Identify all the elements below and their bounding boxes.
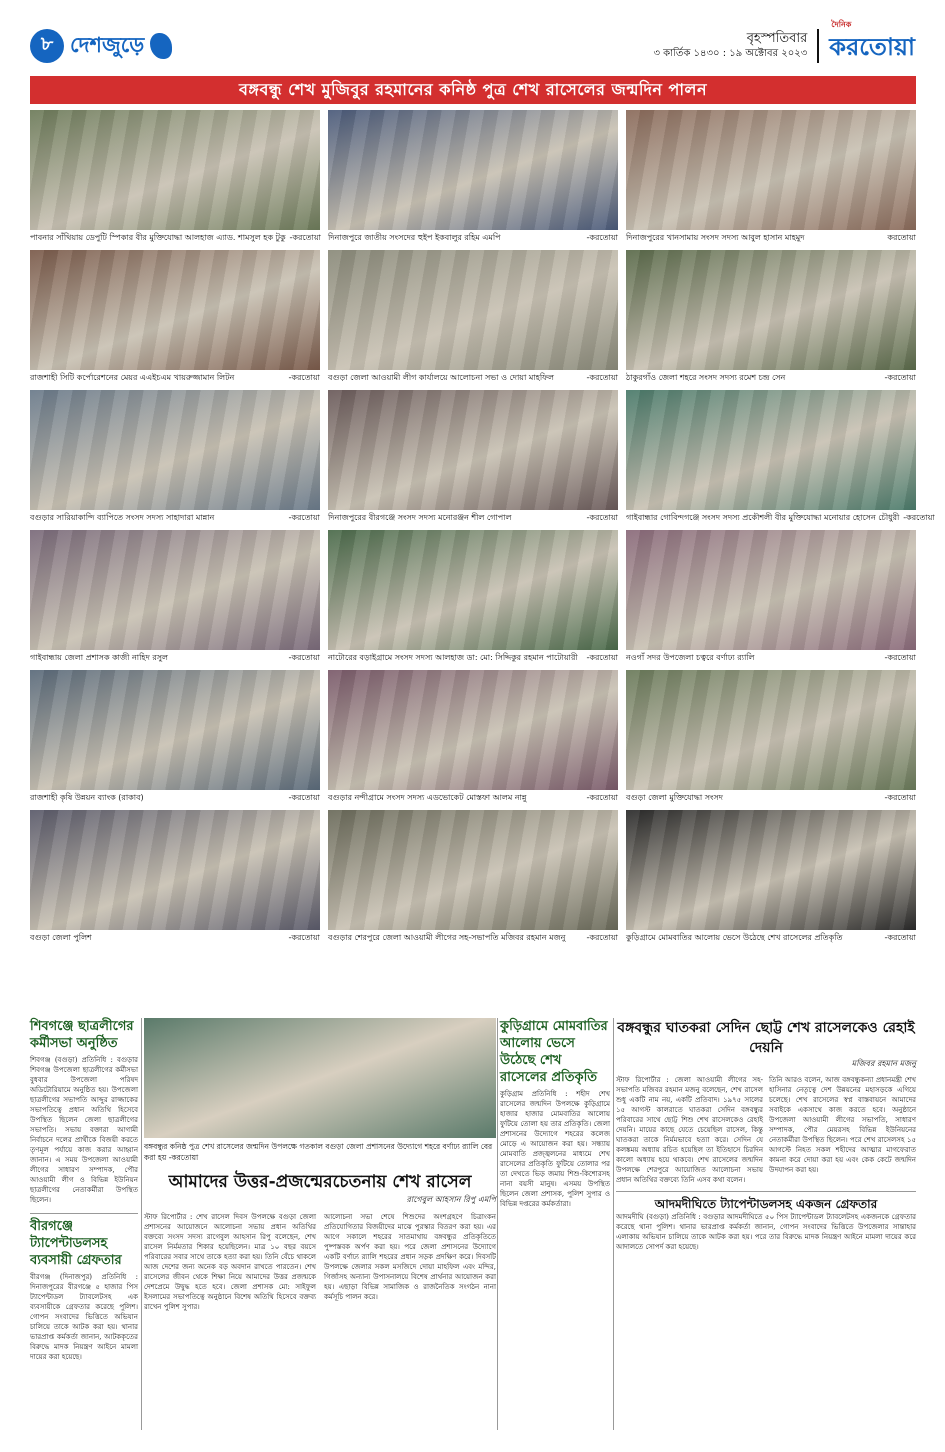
story-killers-headline: বঙ্গবন্ধুর ঘাতকরা সেদিন ছোট্ট শেখ রাসেলকেও রেহাই দেয়নি (617, 1020, 915, 1056)
photo-credit: -করতোয়া (288, 513, 320, 522)
photo-caption-text: বগুড়ার শেরপুরে জেলা আওয়ামী লীগের সহ-সভাপতি মজিবর রহমান মজনু (328, 933, 566, 942)
date-line: ৩ কার্তিক ১৪৩০ : ১৯ অক্টোবর ২০২৩ (653, 48, 808, 59)
story-column-left (30, 1018, 138, 1430)
paper-name: করতোয়া (829, 33, 915, 61)
photo-credit: -করতোয়া (586, 513, 618, 522)
photo-caption-text: বগুড়া জেলা মুক্তিযোদ্ধা সংসদ (626, 793, 723, 802)
photo-credit: -করতোয়া (884, 933, 916, 942)
photo-credit: -করতোয়া (586, 793, 618, 802)
photo-cell (30, 670, 320, 806)
news-photo (626, 110, 916, 230)
photo-credit: -করতোয়া (289, 233, 322, 242)
news-photo (328, 110, 618, 230)
photo-caption-text: বগুড়ার নন্দীগ্রামে সংসদ সদস্য এডভোকেট মোস্তফা আলম নান্নু (328, 793, 527, 802)
news-photo (30, 110, 320, 230)
photo-caption (626, 370, 916, 386)
news-photo (626, 390, 916, 510)
story-center-headline: আমাদের উত্তর-প্রজন্মেরচেতনায় শেখ রাসেল (168, 1172, 472, 1192)
photo-cell (30, 530, 320, 666)
news-photo (30, 530, 320, 650)
photo-cell (626, 250, 916, 386)
photo-caption-text: বগুড়া জেলা আওয়ামী লীগ কার্যালয়ে আলোচনা সভা ও দোয়া মাহফিল (328, 373, 554, 382)
masthead-divider (817, 29, 819, 63)
photo-caption (626, 930, 916, 946)
photo-caption-text: গাইবান্ধার গোবিন্দগঞ্জে সংসদ সদস্য প্রকৌশলী বীর মুক্তিযোদ্ধা মনোয়ার হোসেন চৌধুরী (626, 513, 900, 522)
paper-prefix: দৈনিক (831, 20, 852, 29)
photo-caption (30, 230, 320, 246)
photo-caption-text: দিনাজপুরের খানসামায় সংসদ সদস্য আবুল হাসান মাহমুদ (626, 233, 805, 242)
news-photo (626, 670, 916, 790)
photo-caption (626, 510, 935, 526)
photo-cell (30, 390, 320, 526)
photo-credit: -করতোয়া (884, 793, 916, 802)
story-column-right (616, 1018, 916, 1430)
photo-cell (626, 530, 916, 666)
bangladesh-map-icon (150, 33, 172, 59)
photo-caption (30, 930, 320, 946)
day-name: বৃহস্পতিবার (746, 31, 808, 46)
photo-caption (328, 370, 618, 386)
story-kurigram-body: কুড়িগ্রাম প্রতিনিধি : শহীদ শেখ রাসেলের জন্মদিন উপলক্ষে কুড়িগ্রামে হাজার হাজার মোমবাতির আলোয় ফুটিয়ে তোলা হয় তার প্রতিকৃতি। জেলা প্রশাসনের উদ্যোগে শহরের কলেজ মোড়ে এ আয়োজন করা হয়। সন্ধ্যায় মোমবাতি প্রজ্জ্বলনের মাধ্যমে শেখ রাসেলের প্রতিকৃতি ফুটিয়ে তোলার পর তা দেখতে ভিড় জমায় শিশু-কিশোরসহ নানা বয়সী মানুষ। এসময় উপস্থিত ছিলেন জেলা প্রশাসক, পুলিশ সুপার ও বিভিন্ন দপ্তরের কর্মকর্তারা। (500, 1090, 610, 1208)
story-center-body-right: আলোচনা সভা শেষে শিশুদের অংশগ্রহণে চিত্রাংকন প্রতিযোগিতার বিজয়ীদের মাঝে পুরস্কার বিতরণ করা হয়। এর আগে সকালে শহরের সাতমাথায় বঙ্গবন্ধুর প্রতিকৃতিতে পুষ্পস্তবক অর্পণ করা হয়। পরে জেলা প্রশাসনের উদ্যোগে একটি বর্ণাঢ্য র‌্যালি শহরের প্রধান সড়ক প্রদক্ষিণ করে। দিবসটি উপলক্ষে জেলার সকল মসজিদে দোয়া মাহফিল এবং মন্দির, গির্জাসহ অন্যান্য উপাসনালয়ে বিশেষ প্রার্থনার আয়োজন করা হয়। এছাড়া বিভিন্ন সামাজিক ও রাজনৈতিক সংগঠন নানা কর্মসূচি পালন করে। (324, 1213, 496, 1301)
photo-cell (626, 810, 916, 946)
photo-caption-text: দিনাজপুরের বীরগঞ্জে সংসদ সদস্য মনোরঞ্জন শীল গোপাল (328, 513, 512, 522)
photo-caption-text: ঠাকুরগাঁও জেলা শহরে সংসদ সদস্য রমেশ চন্দ্র সেন (626, 373, 786, 382)
news-photo (30, 390, 320, 510)
column-divider (141, 1018, 142, 1430)
photo-cell (328, 670, 618, 806)
photo-caption (328, 230, 618, 246)
story-center-columns (144, 1212, 496, 1312)
rally-photo (144, 1018, 496, 1138)
photo-caption-text: নাটোরের বড়াইগ্রামে সংসদ সদস্য আলহাজ ডা: মো: সিদ্দিকুর রহমান পাটোয়ারী (328, 653, 578, 662)
story-column-center (144, 1018, 496, 1430)
story-killers-byline: মজিবর রহমান মজনু (851, 1059, 916, 1068)
masthead-right (653, 20, 915, 69)
story-adamdighi-headline: আদমদীঘিতে ট্যাপেন্টাডলসহ একজন গ্রেফতার (616, 1191, 916, 1212)
photo-caption-text: কুড়িগ্রামে মোমবাতির আলোয় ভেসে উঠেছে শেখ রাসেলের প্রতিকৃতি (626, 933, 843, 942)
photo-cell (30, 810, 320, 946)
photo-cell (328, 810, 618, 946)
story-column-kurigram (500, 1018, 610, 1430)
section-name: দেশজুড়ে (70, 32, 145, 57)
photo-credit: -করতোয়া (586, 373, 618, 382)
photo-caption (626, 230, 916, 246)
bottom-stories (30, 1018, 916, 1430)
photo-caption (328, 930, 618, 946)
photo-caption-text: নওগাঁ সদর উপজেলা চত্বরে বর্ণাঢ্য র‌্যালি (626, 653, 755, 662)
news-photo (328, 810, 618, 930)
photo-cell (328, 110, 618, 246)
photo-cell (626, 110, 916, 246)
photo-caption (328, 510, 618, 526)
photo-grid (30, 110, 935, 946)
news-photo (626, 530, 916, 650)
story-birganj-body: বীরগঞ্জ (দিনাজপুর) প্রতিনিধি : দিনাজপুরের বীরগঞ্জে ৫ হাজার পিস ট্যাপেন্টাডল ট্যাবলেটসহ এক ব্যবসায়ীকে গ্রেফতার করেছে পুলিশ। গোপন সংবাদের ভিত্তিতে অভিযান চালিয়ে তাকে আটক করা হয়। থানার ভারপ্রাপ্ত কর্মকর্তা জানান, আটককৃতের বিরুদ্ধে মাদক নিয়ন্ত্রণ আইনে মামলা দায়ের করা হয়েছে। (30, 1273, 138, 1361)
photo-credit: করতোয়া (887, 233, 916, 242)
photo-caption-text: পাবনার সাঁথিয়ায় ডেপুটি স্পিকার বীর মুক্তিযোদ্ধা আলহাজ এ্যাড. শামসুল হক টুকু (30, 233, 286, 242)
photo-caption-text: দিনাজপুরে জাতীয় সংসদের হুইপ ইকবালুর রহিম এমপি (328, 233, 501, 242)
photo-caption (30, 370, 320, 386)
photo-caption (30, 790, 320, 806)
story-shibganj-body: শিবগঞ্জ (বগুড়া) প্রতিনিধি : বগুড়ার শিবগঞ্জ উপজেলা ছাত্রলীগের কর্মীসভা বুধবার উপজেলা পরিষদ অডিটোরিয়ামে অনুষ্ঠিত হয়। উপজেলা ছাত্রলীগের সভাপতি আব্দুর রাজ্জাকের সভাপতিত্বে প্রধান অতিথি হিসেবে উপস্থিত ছিলেন জেলা ছাত্রলীগের সভাপতি। সভায় বক্তারা আগামী নির্বাচনে দলের প্রার্থীকে বিজয়ী করতে তৃণমূল পর্যায়ে কাজ করার আহ্বান জানান। এ সময় উপজেলা আওয়ামী লীগের সাধারণ সম্পাদক, পৌর আওয়ামী লীগ ও বিভিন্ন ইউনিয়ন ছাত্রলীগের নেতাকর্মীরা উপস্থিত ছিলেন। (30, 1056, 138, 1204)
section-badge (30, 29, 172, 64)
rally-caption-text: বঙ্গবন্ধুর কনিষ্ঠ পুত্র শেখ রাসেলের জন্মদিন উপলক্ষে গতকাল বগুড়া জেলা প্রশাসনের উদ্যোগে শহরে বর্ণাঢ্য র‌্যালি বের করা হয় (144, 1142, 493, 1162)
story-birganj-headline: বীরগঞ্জে ট্যাপেন্টাডলসহ ব্যবসায়ী গ্রেফতার (30, 1213, 138, 1269)
news-photo (626, 810, 916, 930)
news-photo (30, 670, 320, 790)
photo-cell (30, 250, 320, 386)
photo-cell (626, 670, 916, 806)
rally-caption-credit: -করতোয়া (168, 1153, 199, 1162)
photo-caption (626, 650, 916, 666)
column-divider (497, 1018, 498, 1430)
story-adamdighi-body: আদমদীঘি (বগুড়া) প্রতিনিধি : বগুড়ার আদমদীঘিতে ৫০ পিস ট্যাপেন্টাডল ট্যাবলেটসহ একজনকে গ্রেফতার করেছে থানা পুলিশ। থানার ভারপ্রাপ্ত কর্মকর্তা জানান, গোপন সংবাদের ভিত্তিতে উপজেলার সান্তাহার এলাকায় অভিযান চালিয়ে তাকে আটক করা হয়। পরে তার বিরুদ্ধে মাদক নিয়ন্ত্রণ আইনে মামলা দায়ের করে আদালতে সোপর্দ করা হয়েছে। (616, 1213, 916, 1251)
masthead (30, 20, 915, 66)
news-photo (30, 810, 320, 930)
news-photo (626, 250, 916, 370)
photo-caption-text: রাজশাহী কৃষি উন্নয়ন ব্যাংক (রাকাব) (30, 793, 144, 802)
photo-cell (30, 110, 320, 246)
photo-credit: -করতোয়া (903, 513, 935, 522)
photo-caption-text: রাজশাহী সিটি কর্পোরেশনের মেয়র এএইচএম খায়রুজ্জামান লিটন (30, 373, 235, 382)
story-kurigram-headline: কুড়িগ্রামে মোমবাতির আলোয় ভেসে উঠেছে শেখ রাসেলের প্রতিকৃতি (500, 1019, 608, 1085)
photo-caption (30, 650, 320, 666)
photo-caption (328, 650, 618, 666)
photo-caption-text: বগুড়া জেলা পুলিশ (30, 933, 92, 942)
photo-cell (328, 390, 618, 526)
photo-credit: -করতোয়া (884, 653, 916, 662)
story-killers-body-left: স্টাফ রিপোর্টার : জেলা আওয়ামী লীগের সহ-সভাপতি মজিবর রহমান মজনু বলেছেন, শেখ রাসেল শুধু একটি নাম নয়, একটি প্রতিবাদ। ১৯৭৫ সালের ১৫ আগস্ট কালরাতে ঘাতকরা সেদিন বঙ্গবন্ধুর পরিবারের সাথে ছোট্ট শিশু শেখ রাসেলকেও রেহাই দেয়নি। মায়ের কাছে যেতে চেয়েছিল রাসেল, কিন্তু ঘাতকরা তাকে নির্মমভাবে হত্যা করে। সেদিন যে কলঙ্কময় অধ্যায় রচিত হয়েছিল তা ইতিহাসে চিরদিন কালো অধ্যায় হয়ে থাকবে। শেখ রাসেলের জন্মদিন উপলক্ষে শেরপুরে আয়োজিত আলোচনা সভায় প্রধান অতিথির বক্তব্যে তিনি এসব কথা বলেন। (616, 1076, 763, 1184)
story-shibganj-headline: শিবগঞ্জে ছাত্রলীগের কর্মীসভা অনুষ্ঠিত (30, 1019, 134, 1051)
story-center-body-left: স্টাফ রিপোর্টার : শেখ রাসেল দিবস উপলক্ষে বগুড়া জেলা প্রশাসনের আয়োজনে আলোচনা সভায় প্রধান অতিথির বক্তব্যে সংসদ সদস্য রাগেবুল আহসান রিপু বলেছেন, শেখ রাসেল নির্মমতার শিকার হয়েছিলেন। মাত্র ১০ বছর বয়সে পরিবারের সবার সাথে তাকে হত্যা করা হয়। তিনি বেঁচে থাকলে আজ দেশের জন্য অনেক বড় অবদান রাখতে পারতেন। শেখ রাসেলের জীবন থেকে শিক্ষা নিয়ে আমাদের উত্তর প্রজন্মকে দেশপ্রেমে উদ্বুদ্ধ হতে হবে। জেলা প্রশাসক মো: সাইফুল ইসলামের সভাপতিত্বে অনুষ্ঠানে বিশেষ অতিথি হিসেবে বক্তব্য রাখেন পুলিশ সুপার। (144, 1213, 316, 1311)
photo-credit: -করতোয়া (586, 933, 618, 942)
story-killers-columns (616, 1075, 916, 1185)
page-number: ৮ (30, 29, 64, 63)
photo-credit: -করতোয়া (884, 373, 916, 382)
photo-caption-text: গাইবান্ধায় জেলা প্রশাসক কাজী নাহিদ রসুল (30, 653, 168, 662)
news-photo (328, 390, 618, 510)
story-killers-body-right: তিনি আরও বলেন, আজ বঙ্গবন্ধুকন্যা প্রধানমন্ত্রী শেখ হাসিনার নেতৃত্বে দেশ উন্নয়নের মহাসড়কে এগিয়ে চলেছে। শেখ রাসেলের স্বপ্ন বাস্তবায়নে আমাদের সবাইকে একসাথে কাজ করতে হবে। অনুষ্ঠানে উপজেলা আওয়ামী লীগের সভাপতি, সাধারণ সম্পাদক, পৌর মেয়রসহ বিভিন্ন ইউনিয়নের নেতাকর্মীরা উপস্থিত ছিলেন। পরে শেখ রাসেলসহ ১৫ আগস্টে নিহত সকল শহীদের আত্মার মাগফেরাত কামনা করে দোয়া করা হয় এবং কেক কেটে জন্মদিন উদযাপন করা হয়। (769, 1076, 916, 1174)
photo-caption (328, 790, 618, 806)
photo-cell (328, 250, 618, 386)
photo-cell (626, 390, 935, 526)
story-center-byline: রাগেবুল আহসান রিপু এমপি (406, 1195, 496, 1204)
photo-credit: -করতোয়া (586, 653, 618, 662)
photo-caption (626, 790, 916, 806)
news-photo (30, 250, 320, 370)
photo-caption (30, 510, 320, 526)
photo-credit: -করতোয়া (288, 793, 320, 802)
main-banner-headline: বঙ্গবন্ধু শেখ মুজিবুর রহমানের কনিষ্ঠ পুত্র শেখ রাসেলের জন্মদিন পালন (30, 76, 916, 104)
photo-credit: -করতোয়া (288, 933, 320, 942)
paper-logo (829, 20, 915, 69)
news-photo (328, 670, 618, 790)
photo-credit: -করতোয়া (288, 373, 320, 382)
photo-credit: -করতোয়া (586, 233, 618, 242)
news-photo (328, 530, 618, 650)
photo-credit: -করতোয়া (288, 653, 320, 662)
date-block (653, 31, 807, 61)
news-photo (328, 250, 618, 370)
column-divider (613, 1018, 614, 1430)
rally-photo-caption (144, 1141, 496, 1163)
photo-caption-text: বগুড়ার সারিয়াকান্দি ব্যাপিতে সংসদ সদস্য সাহাদারা মান্নান (30, 513, 215, 522)
photo-cell (328, 530, 618, 666)
